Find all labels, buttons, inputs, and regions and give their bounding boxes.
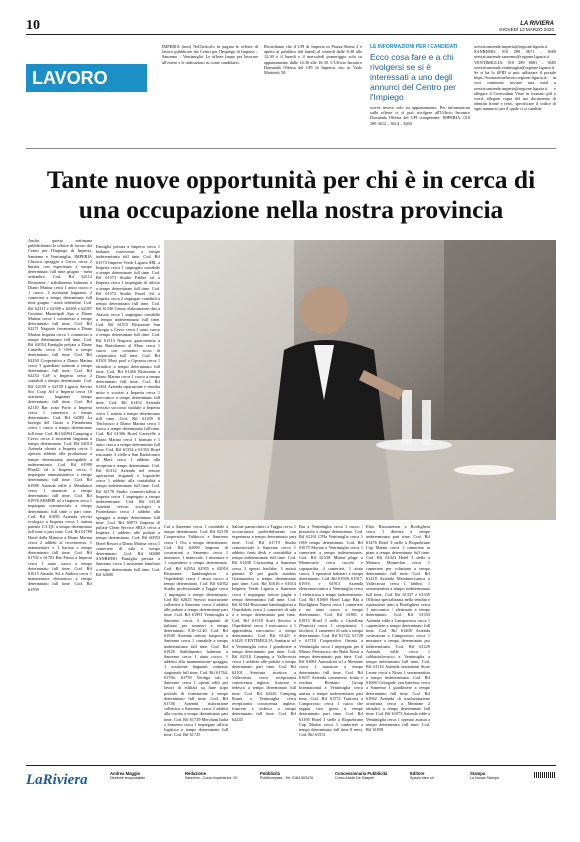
footer-rule (26, 765, 556, 766)
footer-block-redazione (185, 772, 259, 781)
intro-column-1: IMPERIA (mm) Nell'articolo in pagina le offerte di lavoro pubblicate dai Centri per l'Impiego di Imperia – Sanremo – Ventimiglia. Le offerte fanno per lavorare all'estero e le indicazioni su come candidarsi. (162, 44, 258, 65)
footer-block-text: Publikompass - Tel. 0184 503476 (260, 776, 314, 781)
footer-block-pubblicita (260, 772, 334, 781)
footer-block-text: La Nuova Stampa (470, 776, 499, 781)
footer-block-title: Stampa (470, 771, 486, 776)
footer-block-title: Andrea Maggio (110, 771, 141, 776)
footer-block-title: Redazione (185, 771, 206, 776)
footer-block-text: Direttore responsabile (110, 776, 146, 781)
footer-block-text: Sanremo - Corso Imperatrice, 20 (185, 776, 238, 781)
intro-column-2: Ricordiamo che il CPI di Imperia in Piazza Roma 2 è aperto al pubblico dal lunedì al venerdì dalle 8:30 alle 12:30 e il lunedì e il mercoledì pomeriggio solo su appuntamento dalle 14:30 alle 16:30. L'Ufficio Incontro Domanda Offerta del CPI di Imperia, sito in Viale Matteotti 50, (264, 44, 362, 76)
newspaper-name: LA RIVIERA (520, 21, 554, 27)
listing-column-5: Bar a Ventimiglia cerca 1 cuoco / pizzaiolo a tempo determinato. Cod. Rif 62161 CPIa Ventimiglia cerca 1 OSS tempo determinato. Cod. Rif 61675 Mortax a Ventimiglia cerca 1 cameriere a tempo indeterminato. Cod. Rif 61538 Miami plage a Montecarlo cerca cuochi e capopartita, 4 camerieri, 1 aiuto cuoco, 3 operatori balneari a tempo determinato. Cod. Rif 61930, 61917, 61916 e 61913 Azienda elettromeccanica a Ventimiglia cerca 1 elettricista a tempo indeterminato. Cod. Rif 61869 Hotel Lago Blu a Bordighera Nuova cerca 1 cameriere e un aiuto cuoco a tempo determinato. Cod. Rif 61801 e 61815 Hotel 3 stelle a Castellino (Francia) cerca 1 receptionist, 1 facchini, 2 camerieri di sala a tempo determinato. Cod. Rif 61722, 61728 e 61718 Cooperativa Omnia a Ventimiglia cerca 1 impiegato per il Museo Preistorico dei Balzi Rossi a tempo determinato part time. Cod. Rif 61681 Autosalotti srl a Mentone cerca 1 muratore a tempo determinato full time. Cod. Rif 61657 Azienda commercio frutta e verdura Bordano Group International a Ventimiglia cerca autista a tempo indeterminato part time. Cod. Rif 61572 Trattoria a Camporosso cerca 1 cuoco che sappia fare pizza a tempo determinato part time. Cod. Rif 61395 Hotel 3 stelle a Roquebrune Cap Martin cerca 1 cameriere a tempo determinato full time 8 mesi. Cod. Rif 61551 (299, 524, 363, 738)
article-photo (164, 240, 556, 520)
listing-column-3: Caf a Sanremo cerca 1 contabile a tempo determinato. Cod. Rif 62158 Cooperativa Valdocco a Sanremo cerca 1 Oss a tempo determinato. Cod. Rif 62069 Impresa di costruzioni a Sanremo cerca 1 muratore, 1 manovale, 1 muratore e 1 carpentiere a tempo determinato. Cod. Rif 62954 62955 e 62954 Ristorante hamburgheria a Ospedaletti cerca 1 aiuto cuoco a tempo determinato. Cod. Rif 62052 Studio professionale a Taggia cerca 1 impiegato a tempo determinato. Cod Rif 62023 Servizi ristorazione collettiva a Sanremo cerca 2 addetti alle pulizie a tempo determinato part time. Cod. Rif 61991 Ventimiglia a Sanremo cerca 3 insegnanti di italiano per stranieri a tempo determinato 8.30-12.40. Cod. Rif 61948 Azienda settore trasporti a Sanremo cerca 1 contabile a tempo indeterminato full time. Cod. Rif 61828 Stabilimento balneare a Sanremo cerca 1 aiuto cuoco, 1 addetto alla manutenzione spiaggia, 1 assistente bagnanti contratto stagionale full time. Cod. Rif 61764, 61766, 61759 Verdiga srls a Sanremo cerca 1 operai edili per lavori di edilizia su fune stipo periodo di formazione a tempo determinato full time. Cod. Rif 61746 Azienda ristorazione collettiva a Sanremo cerca 2 addetti alla cucina a tempo determinato part time. Cod. Rif 61729 Merchant Italia a Sanremo cerca 1 impiegato ufficio logistica a tempo determinato full time. Cod. Rif 61725 (164, 524, 228, 738)
contacts-column: servizioaziende.imperia@regione.liguria.it SANREMO: 010 289 3671 – 3669 servizioaziende.sanremo@regione.liguria.it VENTIMIGLIA: 010 289 8681 – 3685 servizioaziende.ventimiglia@regione.liguria.it. Se si ha lo SPID si può utilizzare il portale https://formazionelavoro.regione.liguria.it/ in cosi contenuto inviare una mail a servizioaziende.imperia@regione.liguria.it e allegare il Curriculum Vitae in formato pdf o word, allegare copia del tuo documento di identità fronte e retro, specificare il codice di ogni annuncio per il quale ci si candida. (474, 44, 556, 112)
info-box-headline: Ecco cosa fare e a chi rivolgersi se si è interessati a uno degli annunci del Centro per l'Impiego (370, 52, 457, 102)
footer-logo: LaRiviera (26, 772, 88, 788)
footer-block-stampa (470, 772, 530, 781)
page-number: 10 (26, 18, 40, 33)
issue-date: GIOVEDÌ 12 MARZO 2020 (499, 27, 554, 32)
waiter-photo-illustration (164, 240, 556, 520)
barcode-icon (534, 772, 556, 778)
listing-column-2: Famiglia privata a Imperia cerca 1 badante convivente a tempo indeterminato full time. Cod. Rif 61574 Imprese Verde Liguria SRL a Imperia cerca 1 impiegato contabile a tempo determinato full time. Cod. Rif 61573 Studio Fabbri srl a Imperia cerca 1 impiegato di ufficio a tempo determinato full time. Cod. Rif 61572 Studio Pastel Srl a Imperia cerca 2 impiegati contabili a tempo determinato full time. Cod. Rif 61540 Centro elaborazione dati a Alassio cerca 1 impiegato contabile a tempo indeterminato full time. Cod. Rif 61515 Ristorante San Giorgio a Cervo cerca 1 aiuto cuoco a tempo determinato full time. Cod. Rif 61513 Negozio gastronomia a San Bartolomeo al Mare cerca 1 cuoco con contratto socio di cooperativa full time. Cod. Rif 61501 Maxi pool a Cipressa cerca 1 idraulico a tempo determinato full time. Cod. Rif 61466 Ristorante a Diano Marina cerca 1 cuoco a tempo determinato full time. Cod. Rif 61461 Azienda riparazione e vendita moto e scooter a Imperia cerca 1 meccanico a tempo determinato full time. Cod. Rif 61452 Azienda servizio soccorso stradale a Imperia cerca 1 autista a tempo determinato full time. Cod. Rif 61439 Il Teichiosco a Diano Marina cerca 1 cuoco a tempo determinato full time. Cod. Rif 61366 Hotel Caravelle a Diano Marina cerca 1 barman e 1 aiuto cuoco a tempo determinato full time. Cod. Rif 61354 e 61353 Hotel ristorante 3 vielle a San Bartolomeo al Mare cerca 1 addetto alla reception a tempo determinato. Cod. Rif 61312 Azienda nel settore operazioni doganali e logistiche cerca 1 addetto alla contabilità a tempo indeterminato full time. Cod. Rif 61178 Studio commercialista a Imperia cerca 1 impiegato a tempo indeterminato. Cod. Rif 61140 Azienda servizi ecologici a Pontedassio cerca 1 addetto alla spiaggia a tempo determinato full time. Cod. Rif 60973 Impresa di pulizie Clean Service SRLS cerca a Imperia 1 addetto alle pulizie a tempo determinato. Cod. Rif 60953 Hotel Resort a Diano Marina cerca 1 cameriere di sala a tempo determinato. Cod. Rif 60480 SANREMO Famiglia privata a Sanremo cerca 1 assistente familiare a tempo determinato full time. Cod. Rif 62600 (96, 244, 160, 577)
listing-column-4: Salone parrucchieri a Taggia cerca 1 acconciatore preferibilmente con esperienza a tempo determinato part time. Cod. Rif 61719 Studio commerciale a Sanremo cerca 1 addetto front desk e contabilità a tempo indeterminato full time. Cod. Rif 61638 Citytouring a Sanremo cerca 3 operai fotolabe, 3 autisti patente D per guida autobus Granturismo a tempo determinato part time. Cod. Rif 61616 e 61614 Impresa Verde Liguria a Sanremo cerca 1 impiegato settore paghe a tempo determinato full time. Cod. Rif 61544 Ristorante hamburgheria a Ospedaletti cerca 2 camerieri di sala a a tempo determinato part time. Cod. Rif 61518 Scafi Service a Ospedaletti cerca 1 meccanico e 1 apprendista meccanico a tempo determinato. Cod. Rif 61421 e 61420 VENTIMIGLIA Sanitaria srl a Ventimiglia cerca 1 giardiniere a tempo determinato part time. Cod. Rif 62310 Camping a Vallecrosia cerca 1 addetto alle pulizie a tempo determinato part time. Cod. Rif 62101 Struttura ricettiva a Vallecrosia cerca receptionist conoscenza inglese, francese e tedesco a tempo determinato full time. Cod. Rif 62246 Camping Roma a Ventimiglia cerca receptionist conoscenza inglese, francese e tedesco a tempo determinato full time. Cod. Rif 62245 (232, 524, 296, 722)
footer-block-title: Editore (410, 771, 425, 776)
main-headline: Tante nuove opportunità per chi è in cerca di una occupazione nella nostra provincia (46, 165, 536, 224)
masthead (499, 21, 554, 33)
footer-block-title: Concessionaria Pubblicità (335, 771, 388, 776)
section-rule (26, 148, 556, 149)
top-rule (26, 34, 556, 35)
footer-block-text: Spazio Idee srl (410, 776, 434, 781)
info-box-kicker: LE INFORMAZIONI PER I CANDIDATI (370, 44, 458, 50)
footer-block-concessionaria (335, 772, 409, 781)
listing-column-6: Elior Ristorazione a Bordighera cerca 1 dietista a tempo indeterminato part time. Cod. Rif 61476 Hotel 3 stelle a Roquebrune Cap Martin cerca 1 cameriere ai piani a tempo determinato full time. Cod. Rif 61423 Hotel 3 stelle a Monaco Monteclou cerca 1 cameriere per colazione a tempo determinato full time. Cod. Rif 61418 Azienda Metalmeccanica a Vallecrosia cerca 1 fabbro, 1 serramentista a tempo indeterminato full time. Cod. Rif 61337 e 61335 Officina specializzata nella vendita e riparazione auto a Bordighera cerca 1 meccanico / elettrauto a tempo determinato. Cod. Rif 61333 Azienda edile a Camporosso cerca 1 carpentiere a tempo determinato full time. Cod. Rif 61268 Azienda costruzioni a Camporosso cerca 1 muratore a tempo determinato poi indeterminato. Cod. Rif 61229 Azienda edile cerca 1 caldaista/tecnico a Ventimiglia a tempo determinato full time. Cod. Rif 61116 Azienda serramenti Store Leone cerca a Nizza 1 serramentista a tempo indeterminato. Cod. Rif 61066 Coltogade van banchus cerca a Sanremo 1 giardiniere a tempo determinato full time. Cod. Rif 61062 Azienda di trasformazione ortofrutta cerca a Mentone 2 idraulici a tempo determinato full time. Cod. Rif 61073 Azienda edile a Ventimiglia cerca 1 operaio autista a tempo determinato full time. Cod. Rif 61058 (366, 524, 430, 732)
section-label: LAVORO (26, 64, 147, 92)
footer-block-title: Pubblicità (260, 771, 281, 776)
info-box-body: riceve invece solo su appuntamento. Per informazioni sulle offerte ci si può rivolgere all'Ufficio Incontro Domanda Offerta del CPI competente: IMPERIA: 010 289 3612 – 3614 – 3603 (370, 105, 470, 126)
listing-column-1: Anche questa settimana pubblichiamo le offerte di lavoro dei Centri per l'Impiego di Imperia, Sanremo e Ventimiglia. IMPERIA Chiosco spiaggia a Cervo cerca 2 barista con esperienza a tempo determinato full time giugno - metà settembre. Cod. Rif 62112 Ristorante / stabilimento balneare a Diano Marina cerca 1 aiuto cuoco e 1 cuoco, 2 assistenti bagnanti, 2 camerieri a tempo determinato full time giugno - metà settembre. Cod. Rif 62311 e 62309 e 62308 e 62307 Gestioni Municipali Spa a Diano Marina cerca 1 commesso a tempo determinato full time. Cod. Rif 62271 Negozio ferramenta a Diano Marina Imperia cerca 1 commesso a tempo determinato full time. Cod. Rif 62054 Famiglia privata a Diano Castello cerca 3 OSS a tempo determinato full time. Cod. Rif 62250 Cooperativa a Diano Marina cerca 3 guardiani notturni a tempo determinato full time. Cod. Rif 62254 CaF a Imperia cerca 2 contabili a tempo determinato. Cod. Rif 62159 e 62158 Liguria Servizi Soc Coop Arl a Imperia cerca 10 assistenti bagnanti tempo determinato full time. Cod. Rif 62110 Bar zona Porto a Imperia cerca 1 cameriera a tempo determinato. Cod. Rif 62085 La bottega del Gusto a Pietrabruna cerca 1 cuoco a tempo determinato full time. Cod. Rif 62094 Camping a Cervo cerca 2 assistenti bagnanti a tempo determinato. Cod. Rif 62013 Azienda olearia a Imperia cerca 1 operaio addetto alla produzione a tempo determinato prorogabile a indeterminato. Cod. Rif 61999 Plus42 srl a Imperia cerca 1 impiegato amministrativo a tempo determinato full time. Cod. Rif 61988 Azienda edile a Mendatica cerca 1 muratore a tempo determinato full time. Cod. Rif 61976 AEMME srl a Imperia cerca 1 impiegato commerciale a tempo determinato full time o part time. Cod. Rif 61858 Azienda servizi ecologici a Imperia cerca 1 autista patente C/CQC a tempo determinato full time o part time. Cod. Rif 61789 Hotel delle Mimose a Diano Marina cerca 2 addetti al ricevimento, 1 manutentore e 1 barista a tempo determinato full time. Cod. Rif 61782 e 61781 Bar Primo a Imperia cerca 1 aiuto cuoco a tempo determinato full time. Cod. Rif 61615 Amadei Srl a Andora cerca 1 manutentore elettronico a tempo determinato full time. Cod. Rif 61599 (28, 238, 92, 592)
info-box (370, 44, 470, 126)
footer-block-text: Corso Alcide De Gasperi (335, 776, 375, 781)
footer-block-director (110, 772, 184, 781)
